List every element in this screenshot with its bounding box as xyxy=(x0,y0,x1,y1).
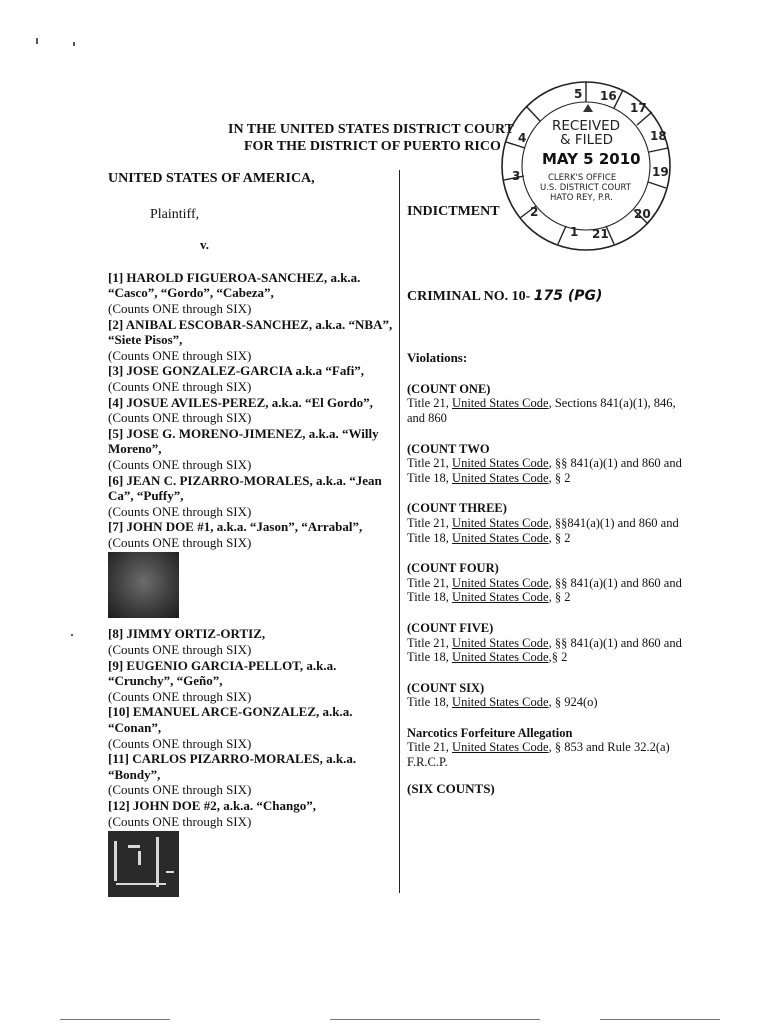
defendant-entry xyxy=(108,519,396,550)
defendant-entry xyxy=(108,704,396,751)
document-title: INDICTMENT xyxy=(407,204,500,219)
forfeiture-allegation xyxy=(407,726,687,770)
defendant-counts: (Counts ONE through SIX) xyxy=(108,410,252,426)
defendant-counts: (Counts ONE through SIX) xyxy=(108,347,252,363)
defendant-counts: (Counts ONE through SIX) xyxy=(108,642,252,658)
court-heading-line2: FOR THE DISTRICT OF PUERTO RICO xyxy=(244,139,501,154)
stamp-date: MAY 5 2010 xyxy=(542,150,641,168)
count-citation: Title 21, United States Code, §§841(a)(1) and 860 and Title 18, United States Code, § 2 xyxy=(407,515,679,545)
defendant-name: [12] JOHN DOE #2, a.k.a. “Chango”, xyxy=(108,798,317,813)
violation-count xyxy=(407,561,687,605)
scan-speck xyxy=(36,38,38,44)
defendant-photo xyxy=(108,831,179,897)
defendant-name: [2] ANIBAL ESCOBAR-SANCHEZ, a.k.a. “NBA”, “Siete Pisos”, xyxy=(108,316,393,348)
defendant-counts: (Counts ONE through SIX) xyxy=(108,378,252,394)
defendant-photo xyxy=(108,552,179,618)
defendant-entry xyxy=(108,317,396,364)
count-heading: (COUNT SIX) xyxy=(407,680,485,695)
defendant-counts: (Counts ONE through SIX) xyxy=(108,300,252,316)
stamp-filed: & FILED xyxy=(560,132,614,148)
court-heading xyxy=(228,121,518,155)
defendant-name: [9] EUGENIO GARCIA-PELLOT, a.k.a. “Crunchy”, “Geño”, xyxy=(108,657,337,689)
court-heading-line1: IN THE UNITED STATES DISTRICT COURT xyxy=(228,122,514,137)
stamp-number: 20 xyxy=(634,207,651,221)
stamp-number: 2 xyxy=(530,205,539,219)
defendant-counts: (Counts ONE through SIX) xyxy=(108,813,252,829)
scan-speck xyxy=(73,42,75,46)
defendant-name: [4] JOSUE AVILES-PEREZ, a.k.a. “El Gordo”, xyxy=(108,394,373,410)
plaintiff-name: UNITED STATES OF AMERICA, xyxy=(108,171,315,186)
defendant-entry xyxy=(108,751,396,798)
scan-artifact-line xyxy=(600,1019,720,1020)
stamp-office2: U.S. DISTRICT COURT xyxy=(540,183,631,193)
defendant-counts: (Counts ONE through SIX) xyxy=(108,782,252,798)
criminal-number-handwritten: 175 (PG) xyxy=(533,287,603,304)
criminal-number-label: CRIMINAL NO. 10- xyxy=(407,288,531,304)
plaintiff-label: Plaintiff, xyxy=(150,206,200,222)
count-heading: Narcotics Forfeiture Allegation xyxy=(407,725,573,740)
six-counts-label: (SIX COUNTS) xyxy=(407,780,495,796)
violation-count xyxy=(407,442,687,486)
defendant-entry xyxy=(108,270,396,317)
count-citation: Title 21, United States Code, Sections 841(a)(1), 846, and 860 xyxy=(407,396,676,425)
defendant-name: [1] HAROLD FIGUEROA-SANCHEZ, a.k.a. “Casco”, “Gordo”, “Cabeza”, xyxy=(108,269,361,301)
defendant-entry xyxy=(108,426,396,473)
violation-count xyxy=(407,621,687,665)
caption-left-column xyxy=(108,171,396,905)
defendant-name: [11] CARLOS PIZARRO-MORALES, a.k.a. “Bondy”, xyxy=(108,751,357,782)
defendant-name: [3] JOSE GONZALEZ-GARCIA a.k.a “Fafi”, xyxy=(108,363,365,379)
count-heading: (COUNT ONE) xyxy=(407,381,491,396)
defendant-counts: (Counts ONE through SIX) xyxy=(108,456,252,472)
defendant-name: [10] EMANUEL ARCE-GONZALEZ, a.k.a. “Conan”, xyxy=(108,704,353,736)
count-heading: (COUNT FOUR) xyxy=(407,561,499,576)
defendant-entry xyxy=(108,658,396,705)
defendant-counts: (Counts ONE through SIX) xyxy=(108,503,252,519)
count-citation: Title 21, United States Code, §§ 841(a)(1) and 860 and Title 18, United States Code, § 2 xyxy=(407,575,682,605)
stamp-number: 18 xyxy=(650,129,667,143)
scan-artifact-line xyxy=(60,1019,170,1020)
stamp-number: 16 xyxy=(600,89,617,103)
count-citation: Title 21, United States Code, §§ 841(a)(1) and 860 and Title 18, United States Code, § 2 xyxy=(407,456,682,485)
scan-artifact-line xyxy=(330,1019,540,1020)
count-heading: (COUNT TWO xyxy=(407,441,490,456)
stamp-number: 4 xyxy=(518,131,527,145)
stamp-number: 1 xyxy=(570,225,579,239)
defendant-entry xyxy=(108,473,396,520)
stamp-number: 21 xyxy=(592,227,609,241)
violation-count xyxy=(407,501,687,545)
defendant-entry xyxy=(108,626,396,657)
caption-divider xyxy=(399,170,400,893)
versus-label: v. xyxy=(200,237,210,253)
violation-count xyxy=(407,681,687,710)
stamp-office1: CLERK'S OFFICE xyxy=(548,173,617,183)
defendant-entry xyxy=(108,395,396,426)
count-citation: Title 21, United States Code, § 853 and Rule 32.2(a) F.R.C.P. xyxy=(407,740,670,770)
scan-speck xyxy=(71,634,73,636)
defendant-counts: (Counts ONE through SIX) xyxy=(108,735,252,751)
defendant-name: [7] JOHN DOE #1, a.k.a. “Jason”, “Arrabal”, xyxy=(108,519,363,535)
stamp-received: RECEIVED xyxy=(552,118,621,134)
count-heading: (COUNT THREE) xyxy=(407,501,507,516)
stamp-number: 5 xyxy=(574,87,583,101)
stamp-office3: HATO REY, P.R. xyxy=(550,193,613,203)
criminal-number xyxy=(407,289,687,305)
count-citation: Title 21, United States Code, §§ 841(a)(1) and 860 and Title 18, United States Code,§ 2 xyxy=(407,635,682,665)
count-citation: Title 18, United States Code, § 924(o) xyxy=(407,695,598,710)
defendant-name: [8] JIMMY ORTIZ-ORTIZ, xyxy=(108,626,266,642)
defendant-entry xyxy=(108,798,396,829)
violation-count xyxy=(407,382,687,426)
defendant-name: [6] JEAN C. PIZARRO-MORALES, a.k.a. “Jean Ca”, “Puffy”, xyxy=(108,472,382,504)
defendant-counts: (Counts ONE through SIX) xyxy=(108,534,252,550)
violations-heading: Violations: xyxy=(407,350,468,366)
defendant-list xyxy=(108,270,396,897)
count-heading: (COUNT FIVE) xyxy=(407,620,494,635)
defendant-name: [5] JOSE G. MORENO-JIMENEZ, a.k.a. “Willy Moreno”, xyxy=(108,425,379,457)
stamp-number: 19 xyxy=(652,165,669,179)
stamp-emblem-icon xyxy=(583,104,593,112)
caption-right-column xyxy=(407,205,687,796)
stamp-number: 17 xyxy=(630,101,647,115)
defendant-entry xyxy=(108,363,396,394)
defendant-counts: (Counts ONE through SIX) xyxy=(108,688,252,704)
stamp-number: 3 xyxy=(512,169,521,183)
